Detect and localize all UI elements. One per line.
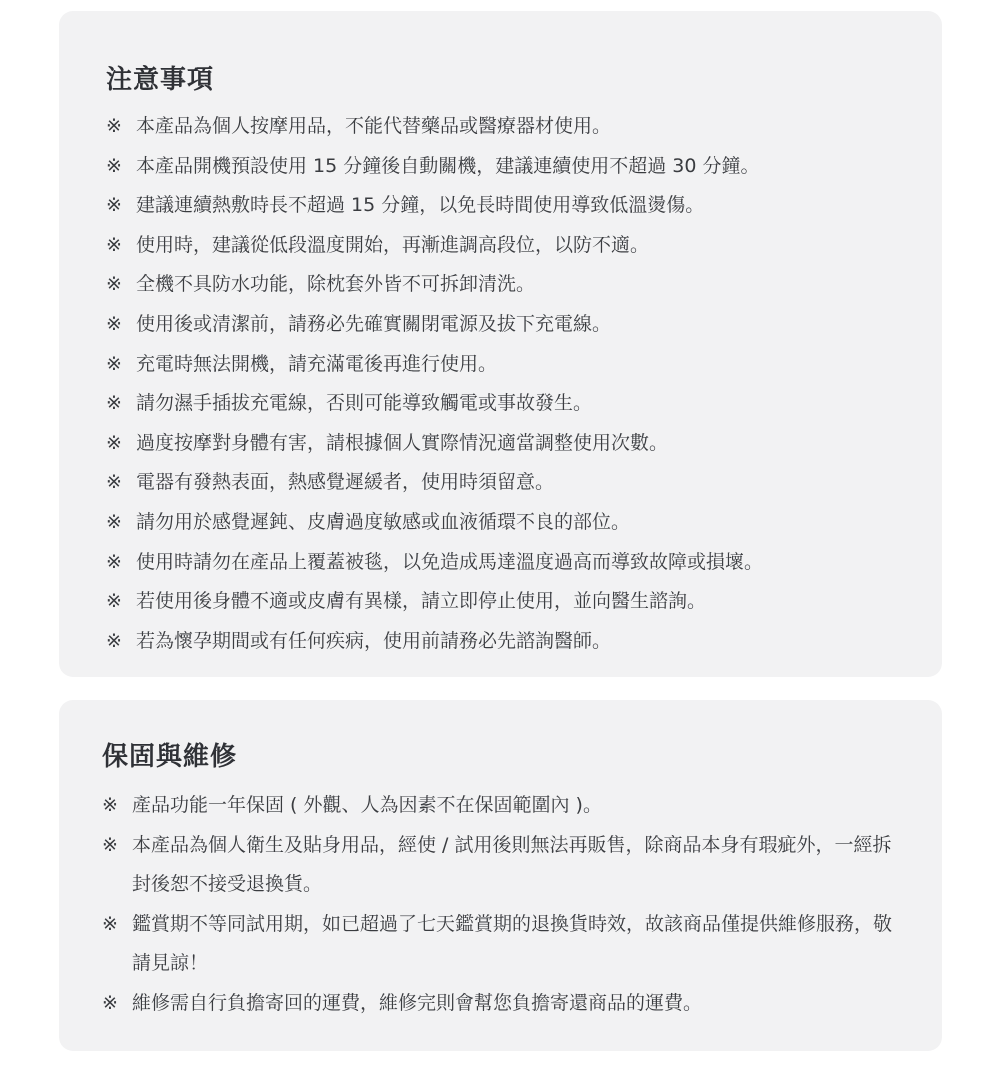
reference-mark-icon: ※ — [106, 352, 122, 375]
reference-mark-icon: ※ — [106, 194, 122, 217]
note-text: 使用時請勿在產品上覆蓋被毯，以免造成馬達溫度過高而導致故障或損壞。 — [136, 550, 764, 573]
list-item — [106, 186, 902, 226]
warranty-card — [59, 700, 942, 1051]
list-item — [106, 226, 902, 266]
note-text: 請勿濕手插拔充電線，否則可能導致觸電或事故發生。 — [136, 392, 593, 415]
reference-mark-icon: ※ — [106, 392, 122, 415]
notes-title: 注意事項 — [106, 65, 215, 95]
warranty-text: 維修需自行負擔寄回的運費，維修完則會幫您負擔寄還商品的運費。 — [132, 991, 703, 1014]
note-text: 本產品開機預設使用 15 分鐘後自動關機，建議連續使用不超過 30 分鐘。 — [136, 154, 760, 177]
reference-mark-icon: ※ — [102, 833, 118, 856]
reference-mark-icon: ※ — [106, 590, 122, 613]
warranty-text: 產品功能一年保固 ( 外觀、人為因素不在保固範圍內 )。 — [132, 794, 602, 816]
note-text: 使用後或清潔前，請務必先確實關閉電源及拔下充電線。 — [136, 312, 612, 335]
note-text: 充電時無法開機，請充滿電後再進行使用。 — [136, 352, 498, 375]
note-text: 電器有發熱表面，熱感覺遲緩者，使用時須留意。 — [136, 471, 555, 494]
reference-mark-icon: ※ — [102, 991, 118, 1014]
notes-card — [59, 11, 942, 677]
list-item — [102, 826, 892, 905]
warranty-text: 本產品為個人衛生及貼身用品，經使 / 試用後則無法再販售，除商品本身有瑕疵外，一經拆封後恕不接受退換貨。 — [132, 833, 892, 895]
list-item — [106, 503, 902, 543]
list-item — [106, 345, 902, 385]
note-text: 若為懷孕期間或有任何疾病，使用前請務必先諮詢醫師。 — [136, 629, 612, 652]
list-item — [106, 582, 902, 622]
reference-mark-icon: ※ — [102, 912, 118, 935]
warranty-list — [102, 786, 892, 1023]
reference-mark-icon: ※ — [106, 115, 122, 137]
note-text: 本產品為個人按摩用品，不能代替藥品或醫療器材使用。 — [136, 115, 612, 137]
list-item — [106, 622, 902, 662]
list-item — [106, 147, 902, 187]
list-item — [106, 384, 902, 424]
list-item — [106, 305, 902, 345]
note-text: 全機不具防水功能，除枕套外皆不可拆卸清洗。 — [136, 273, 536, 296]
list-item — [102, 905, 892, 984]
reference-mark-icon: ※ — [106, 312, 122, 335]
list-item — [102, 984, 892, 1024]
warranty-text: 鑑賞期不等同試用期，如已超過了七天鑑賞期的退換貨時效，故該商品僅提供維修服務，敬請見諒！ — [132, 912, 893, 974]
reference-mark-icon: ※ — [106, 550, 122, 573]
note-text: 若使用後身體不適或皮膚有異樣，請立即停止使用，並向醫生諮詢。 — [136, 590, 707, 613]
note-text: 使用時，建議從低段溫度開始，再漸進調高段位，以防不適。 — [136, 233, 650, 256]
reference-mark-icon: ※ — [102, 794, 118, 816]
note-text: 請勿用於感覺遲鈍、皮膚過度敏感或血液循環不良的部位。 — [136, 510, 631, 533]
reference-mark-icon: ※ — [106, 471, 122, 494]
list-item — [102, 786, 892, 826]
warranty-title: 保固與維修 — [102, 742, 238, 772]
list-item — [106, 265, 902, 305]
reference-mark-icon: ※ — [106, 510, 122, 533]
note-text: 建議連續熱敷時長不超過 15 分鐘，以免長時間使用導致低溫燙傷。 — [136, 194, 705, 217]
reference-mark-icon: ※ — [106, 431, 122, 454]
list-item — [106, 463, 902, 503]
notes-list — [106, 107, 902, 661]
reference-mark-icon: ※ — [106, 154, 122, 177]
note-text: 過度按摩對身體有害，請根據個人實際情況適當調整使用次數。 — [136, 431, 669, 454]
list-item — [106, 107, 902, 147]
reference-mark-icon: ※ — [106, 233, 122, 256]
list-item — [106, 424, 902, 464]
reference-mark-icon: ※ — [106, 273, 122, 296]
list-item — [106, 543, 902, 583]
reference-mark-icon: ※ — [106, 629, 122, 652]
